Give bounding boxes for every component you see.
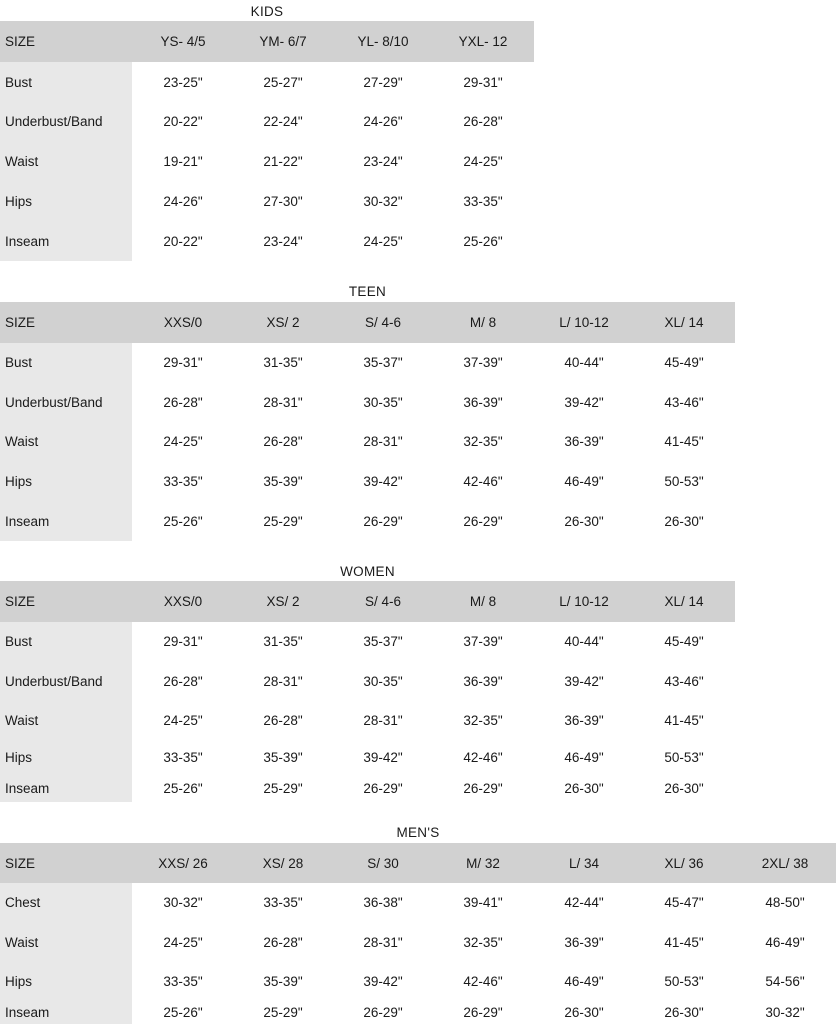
table-row (0, 701, 735, 740)
table-row (0, 883, 836, 922)
measurement-cell: 35-39" (263, 749, 303, 765)
measurement-cell: 40-44" (564, 634, 604, 649)
section-title-women: WOMEN (340, 564, 395, 579)
header-size-2: XS/ 28 (262, 855, 304, 871)
table-row (0, 774, 735, 802)
measurement-cell: 26-29" (463, 513, 503, 529)
measurement-cell: 20-22" (163, 233, 203, 249)
row-label-waist: Waist (5, 433, 39, 449)
measurement-cell: 25-26" (163, 1004, 203, 1020)
header-size-3: YL- 8/10 (357, 34, 409, 49)
row-label-underbustband: Underbust/Band (5, 673, 103, 689)
measurement-cell: 48-50" (765, 895, 805, 910)
measurement-cell: 45-49" (664, 634, 704, 649)
measurement-cell: 23-25" (163, 74, 203, 90)
measurement-cell: 26-30" (564, 780, 604, 796)
measurement-cell: 39-42" (363, 473, 403, 489)
measurement-cell: 35-39" (263, 473, 303, 489)
header-size-label: SIZE (5, 315, 36, 330)
measurement-cell: 40-44" (564, 354, 604, 370)
measurement-cell: 30-32" (363, 193, 403, 209)
measurement-cell: 50-53" (664, 473, 704, 489)
measurement-cell: 36-39" (564, 713, 604, 728)
table-row (0, 141, 534, 181)
measurement-cell: 26-28" (263, 433, 303, 449)
table-header-row (0, 843, 836, 883)
table-row (0, 221, 534, 261)
measurement-cell: 50-53" (664, 749, 704, 765)
header-size-1: YS- 4/5 (160, 34, 206, 49)
row-label-inseam: Inseam (5, 780, 50, 796)
measurement-cell: 24-25" (463, 153, 503, 169)
measurement-cell: 42-46" (463, 473, 503, 489)
measurement-cell: 20-22" (163, 113, 203, 129)
measurement-cell: 26-29" (463, 1004, 503, 1020)
measurement-cell: 28-31" (363, 934, 403, 950)
measurement-cell: 28-31" (363, 713, 403, 728)
measurement-cell: 50-53" (664, 973, 704, 989)
measurement-cell: 25-29" (263, 1004, 303, 1020)
section-title-kids: KIDS (250, 4, 284, 19)
header-size-2: XS/ 2 (266, 315, 300, 330)
header-size-4: YXL- 12 (458, 34, 508, 49)
measurement-cell: 39-42" (363, 749, 403, 765)
measurement-cell: 43-46" (664, 394, 704, 410)
measurement-cell: 25-26" (163, 780, 203, 796)
measurement-cell: 24-26" (163, 193, 203, 209)
header-size-5: L/ 10-12 (559, 594, 609, 609)
measurement-cell: 21-22" (263, 153, 303, 169)
measurement-cell: 41-45" (664, 433, 704, 449)
measurement-cell: 27-30" (263, 193, 303, 209)
table-header-row (0, 302, 735, 343)
measurement-cell: 36-39" (463, 394, 503, 410)
measurement-cell: 24-25" (163, 433, 203, 449)
row-label-bust: Bust (5, 354, 33, 370)
measurement-cell: 25-26" (163, 513, 203, 529)
measurement-cell: 23-24" (263, 233, 303, 249)
measurement-cell: 27-29" (363, 74, 403, 90)
measurement-cell: 26-30" (564, 1004, 604, 1020)
section-title-mens: MEN'S (396, 825, 440, 840)
measurement-cell: 24-26" (363, 113, 403, 129)
row-label-waist: Waist (5, 934, 39, 950)
measurement-cell: 35-37" (363, 354, 403, 370)
row-label-hips: Hips (5, 749, 33, 765)
section-title-teen: TEEN (348, 284, 387, 299)
measurement-cell: 24-25" (163, 713, 203, 728)
table-row (0, 342, 735, 382)
table-row (0, 382, 735, 422)
measurement-cell: 31-35" (263, 354, 303, 370)
table-row (0, 62, 534, 102)
table-row (0, 181, 534, 221)
header-size-3: S/ 4-6 (364, 594, 402, 609)
measurement-cell: 36-39" (564, 433, 604, 449)
measurement-cell: 35-37" (363, 634, 403, 649)
measurement-cell: 33-35" (263, 895, 303, 910)
measurement-cell: 32-35" (463, 934, 503, 950)
measurement-cell: 30-32" (765, 1004, 805, 1020)
row-label-hips: Hips (5, 473, 33, 489)
measurement-cell: 24-25" (363, 233, 403, 249)
measurement-cell: 45-49" (664, 354, 704, 370)
table-row (0, 101, 534, 141)
measurement-cell: 33-35" (163, 749, 203, 765)
measurement-cell: 46-49" (564, 749, 604, 765)
measurement-cell: 32-35" (463, 433, 503, 449)
header-size-6: XL/ 14 (664, 594, 704, 609)
measurement-cell: 46-49" (564, 973, 604, 989)
measurement-cell: 26-30" (664, 1004, 704, 1020)
row-label-underbustband: Underbust/Band (5, 394, 103, 410)
measurement-cell: 25-27" (263, 74, 303, 90)
measurement-cell: 41-45" (664, 713, 704, 728)
header-size-3: S/ 4-6 (364, 315, 402, 330)
header-size-label: SIZE (5, 34, 36, 49)
measurement-cell: 29-31" (163, 354, 203, 370)
header-size-5: L/ 34 (568, 855, 600, 871)
header-size-1: XXS/0 (163, 315, 203, 330)
header-size-label: SIZE (5, 594, 36, 609)
measurement-cell: 35-39" (263, 973, 303, 989)
table-row (0, 922, 836, 962)
measurement-cell: 36-39" (564, 934, 604, 950)
table-row (0, 661, 735, 701)
table-row (0, 1000, 836, 1024)
row-label-underbustband: Underbust/Band (5, 113, 103, 129)
measurement-cell: 39-42" (363, 973, 403, 989)
measurement-cell: 33-35" (463, 193, 503, 209)
measurement-cell: 25-29" (263, 780, 303, 796)
measurement-cell: 37-39" (463, 634, 503, 649)
header-size-5: L/ 10-12 (559, 315, 609, 330)
measurement-cell: 42-46" (463, 973, 503, 989)
measurement-cell: 45-47" (664, 895, 704, 910)
table-row (0, 740, 735, 774)
measurement-cell: 28-31" (263, 673, 303, 689)
header-size-label: SIZE (5, 855, 36, 871)
header-size-6: XL/ 14 (664, 315, 704, 330)
measurement-cell: 19-21" (163, 153, 203, 169)
table-header-row (0, 581, 735, 622)
measurement-cell: 26-28" (263, 934, 303, 950)
header-size-1: XXS/ 26 (158, 855, 208, 871)
table-row (0, 421, 735, 461)
header-size-6: XL/ 36 (664, 855, 704, 871)
measurement-cell: 30-35" (363, 673, 403, 689)
row-label-hips: Hips (5, 193, 33, 209)
measurement-cell: 41-45" (664, 934, 704, 950)
row-label-chest: Chest (5, 895, 41, 910)
measurement-cell: 46-49" (564, 473, 604, 489)
row-label-waist: Waist (5, 713, 39, 728)
measurement-cell: 26-29" (363, 780, 403, 796)
table-row (0, 962, 836, 1000)
row-label-hips: Hips (5, 973, 33, 989)
measurement-cell: 28-31" (363, 433, 403, 449)
measurement-cell: 26-29" (363, 513, 403, 529)
measurement-cell: 28-31" (263, 394, 303, 410)
measurement-cell: 23-24" (363, 153, 403, 169)
row-label-inseam: Inseam (5, 233, 50, 249)
header-size-4: M/ 32 (466, 855, 500, 871)
measurement-cell: 32-35" (463, 713, 503, 728)
measurement-cell: 54-56" (765, 973, 805, 989)
measurement-cell: 26-29" (463, 780, 503, 796)
header-size-4: M/ 8 (469, 594, 497, 609)
measurement-cell: 42-44" (564, 895, 604, 910)
row-label-inseam: Inseam (5, 513, 50, 529)
table-header-row (0, 21, 534, 62)
measurement-cell: 26-30" (564, 513, 604, 529)
measurement-cell: 29-31" (163, 634, 203, 649)
measurement-cell: 22-24" (263, 113, 303, 129)
measurement-cell: 26-30" (664, 780, 704, 796)
header-size-2: YM- 6/7 (259, 34, 307, 49)
measurement-cell: 30-32" (163, 895, 203, 910)
measurement-cell: 46-49" (765, 934, 805, 950)
measurement-cell: 24-25" (163, 934, 203, 950)
header-size-4: M/ 8 (469, 315, 497, 330)
measurement-cell: 26-28" (163, 394, 203, 410)
measurement-cell: 43-46" (664, 673, 704, 689)
header-size-1: XXS/0 (163, 594, 203, 609)
measurement-cell: 26-29" (363, 1004, 403, 1020)
measurement-cell: 30-35" (363, 394, 403, 410)
measurement-cell: 26-30" (664, 513, 704, 529)
measurement-cell: 25-29" (263, 513, 303, 529)
measurement-cell: 39-42" (564, 673, 604, 689)
header-size-2: XS/ 2 (266, 594, 300, 609)
measurement-cell: 39-41" (463, 895, 503, 910)
measurement-cell: 31-35" (263, 634, 303, 649)
measurement-cell: 26-28" (463, 113, 503, 129)
measurement-cell: 25-26" (463, 233, 503, 249)
row-label-inseam: Inseam (5, 1004, 50, 1020)
row-label-bust: Bust (5, 634, 33, 649)
table-row (0, 622, 735, 661)
measurement-cell: 37-39" (463, 354, 503, 370)
measurement-cell: 29-31" (463, 74, 503, 90)
measurement-cell: 39-42" (564, 394, 604, 410)
measurement-cell: 33-35" (163, 973, 203, 989)
measurement-cell: 42-46" (463, 749, 503, 765)
table-row (0, 461, 735, 501)
header-size-3: S/ 30 (367, 855, 399, 871)
table-row (0, 501, 735, 541)
measurement-cell: 36-38" (363, 895, 403, 910)
header-size-7: 2XL/ 38 (761, 855, 809, 871)
row-label-waist: Waist (5, 153, 39, 169)
row-label-bust: Bust (5, 74, 33, 90)
measurement-cell: 33-35" (163, 473, 203, 489)
measurement-cell: 26-28" (263, 713, 303, 728)
measurement-cell: 26-28" (163, 673, 203, 689)
measurement-cell: 36-39" (463, 673, 503, 689)
